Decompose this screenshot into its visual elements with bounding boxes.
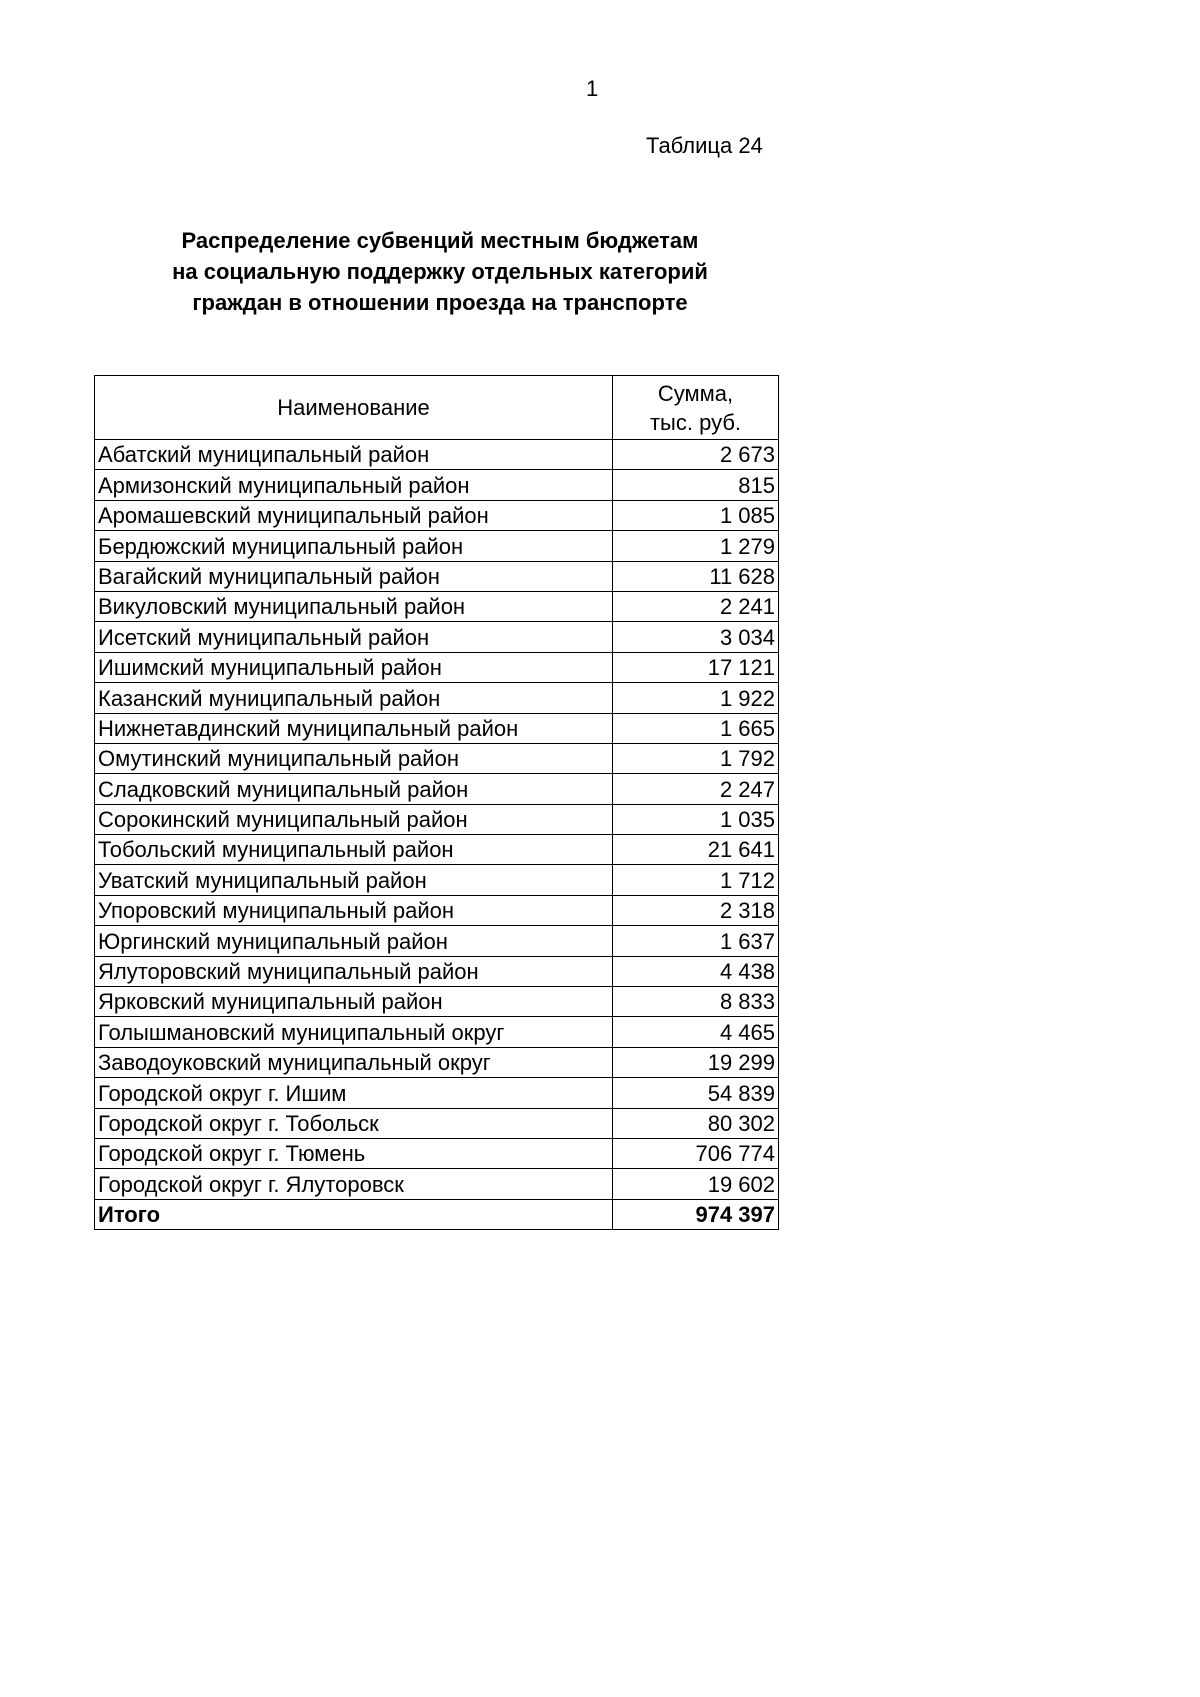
document-title xyxy=(95,225,785,318)
row-name-cell: Заводоуковский муниципальный округ xyxy=(95,1047,613,1077)
row-sum-cell: 2 241 xyxy=(613,591,779,621)
row-name-cell: Ярковский муниципальный район xyxy=(95,987,613,1017)
table-row xyxy=(95,1108,779,1138)
row-name-cell: Городской округ г. Тюмень xyxy=(95,1138,613,1168)
table-row xyxy=(95,561,779,591)
row-sum-cell: 19 602 xyxy=(613,1169,779,1199)
row-name-cell: Армизонский муниципальный район xyxy=(95,470,613,500)
table-header-row xyxy=(95,376,779,440)
table-label: Таблица 24 xyxy=(646,133,763,158)
subvention-table xyxy=(94,375,779,1230)
table-row xyxy=(95,956,779,986)
page-number: 1 xyxy=(586,76,599,101)
row-sum-cell: 2 673 xyxy=(613,440,779,470)
table-row xyxy=(95,926,779,956)
table-row xyxy=(95,622,779,652)
table-row xyxy=(95,895,779,925)
row-name-cell: Упоровский муниципальный район xyxy=(95,895,613,925)
row-sum-cell: 1 637 xyxy=(613,926,779,956)
table-row xyxy=(95,1017,779,1047)
row-name-cell: Омутинский муниципальный район xyxy=(95,743,613,773)
row-sum-cell: 8 833 xyxy=(613,987,779,1017)
table-row xyxy=(95,470,779,500)
table-row xyxy=(95,774,779,804)
row-sum-cell: 1 665 xyxy=(613,713,779,743)
row-name-cell: Городской округ г. Ишим xyxy=(95,1078,613,1108)
table-row xyxy=(95,591,779,621)
row-sum-cell: 1 035 xyxy=(613,804,779,834)
row-name-cell: Голышмановский муниципальный округ xyxy=(95,1017,613,1047)
row-sum-cell: 3 034 xyxy=(613,622,779,652)
table-row xyxy=(95,865,779,895)
row-sum-cell: 4 438 xyxy=(613,956,779,986)
row-name-cell: Сладковский муниципальный район xyxy=(95,774,613,804)
row-sum-cell: 19 299 xyxy=(613,1047,779,1077)
table-row xyxy=(95,500,779,530)
table-row xyxy=(95,683,779,713)
table-row xyxy=(95,1078,779,1108)
total-sum-cell: 974 397 xyxy=(613,1199,779,1229)
total-row xyxy=(95,1199,779,1229)
row-sum-cell: 1 792 xyxy=(613,743,779,773)
title-line-3: граждан в отношении проезда на транспорте xyxy=(192,290,688,315)
table-row xyxy=(95,987,779,1017)
title-line-2: на социальную поддержку отдельных категорий xyxy=(172,259,708,284)
table-row xyxy=(95,1138,779,1168)
table-row xyxy=(95,531,779,561)
row-sum-cell: 21 641 xyxy=(613,835,779,865)
table-row xyxy=(95,804,779,834)
row-sum-cell: 2 247 xyxy=(613,774,779,804)
table-row xyxy=(95,1047,779,1077)
header-sum-line-1: Сумма, xyxy=(657,380,734,406)
row-sum-cell: 2 318 xyxy=(613,895,779,925)
row-name-cell: Сорокинский муниципальный район xyxy=(95,804,613,834)
row-name-cell: Ялуторовский муниципальный район xyxy=(95,956,613,986)
table-row xyxy=(95,835,779,865)
row-name-cell: Викуловский муниципальный район xyxy=(95,591,613,621)
table-row xyxy=(95,713,779,743)
row-sum-cell: 706 774 xyxy=(613,1138,779,1168)
row-sum-cell: 80 302 xyxy=(613,1108,779,1138)
row-name-cell: Казанский муниципальный район xyxy=(95,683,613,713)
row-name-cell: Тобольский муниципальный район xyxy=(95,835,613,865)
row-name-cell: Ишимский муниципальный район xyxy=(95,652,613,682)
total-label-cell: Итого xyxy=(95,1199,613,1229)
row-name-cell: Аромашевский муниципальный район xyxy=(95,500,613,530)
table-row xyxy=(95,743,779,773)
row-name-cell: Абатский муниципальный район xyxy=(95,440,613,470)
row-sum-cell: 4 465 xyxy=(613,1017,779,1047)
header-name: Наименование xyxy=(95,376,613,440)
row-sum-cell: 54 839 xyxy=(613,1078,779,1108)
row-sum-cell: 11 628 xyxy=(613,561,779,591)
row-name-cell: Бердюжский муниципальный район xyxy=(95,531,613,561)
row-sum-cell: 1 922 xyxy=(613,683,779,713)
row-sum-cell: 815 xyxy=(613,470,779,500)
row-name-cell: Исетский муниципальный район xyxy=(95,622,613,652)
row-name-cell: Вагайский муниципальный район xyxy=(95,561,613,591)
row-name-cell: Городской округ г. Тобольск xyxy=(95,1108,613,1138)
row-sum-cell: 1 085 xyxy=(613,500,779,530)
row-name-cell: Юргинский муниципальный район xyxy=(95,926,613,956)
table-row xyxy=(95,652,779,682)
row-name-cell: Уватский муниципальный район xyxy=(95,865,613,895)
header-sum xyxy=(613,376,779,440)
row-sum-cell: 1 712 xyxy=(613,865,779,895)
row-name-cell: Нижнетавдинский муниципальный район xyxy=(95,713,613,743)
table-body xyxy=(95,440,779,1230)
table-row xyxy=(95,440,779,470)
row-sum-cell: 17 121 xyxy=(613,652,779,682)
title-line-1: Распределение субвенций местным бюджетам xyxy=(181,228,699,253)
table-row xyxy=(95,1169,779,1199)
row-sum-cell: 1 279 xyxy=(613,531,779,561)
row-name-cell: Городской округ г. Ялуторовск xyxy=(95,1169,613,1199)
header-sum-line-2: тыс. руб. xyxy=(649,409,742,435)
